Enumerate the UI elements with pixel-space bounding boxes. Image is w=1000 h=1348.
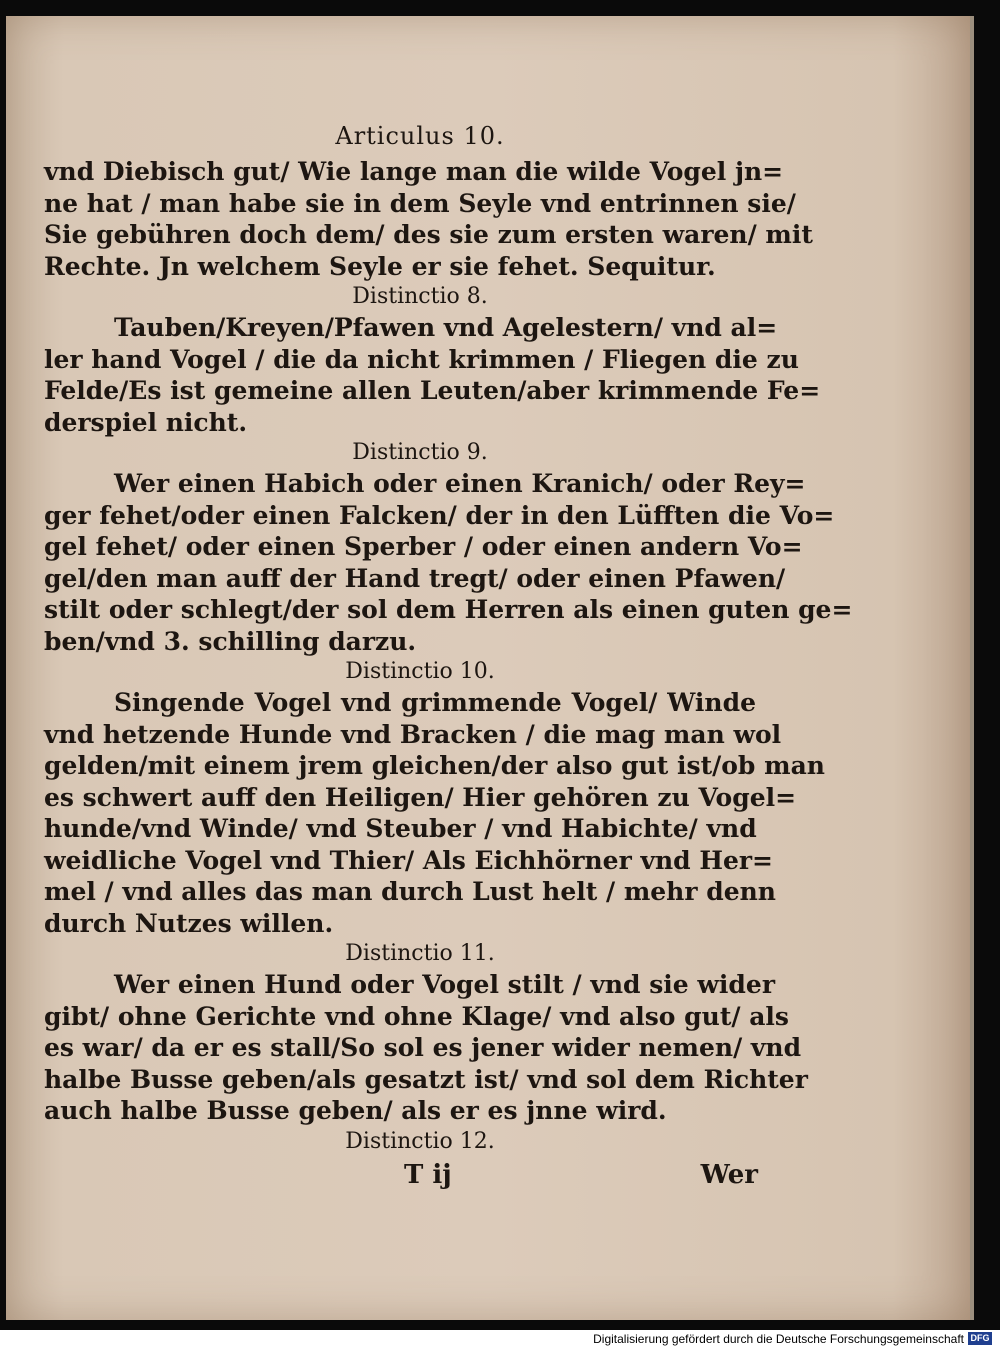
text-line: stilt oder schlegt/der sol dem Herren als einen guten ge= xyxy=(44,595,853,624)
text-line: gel/den man auff der Hand tregt/ oder einen Pfawen/ xyxy=(44,563,786,593)
text-line: Sie gebühren doch dem/ des sie zum ersten waren/ mit xyxy=(44,220,813,249)
text-line: hunde/vnd Winde/ vnd Steuber / vnd Habichte/ vnd xyxy=(44,814,757,843)
text-line: derspiel nicht. xyxy=(44,407,248,437)
funding-credit: Digitalisierung gefördert durch die Deutsche Forschungsgemeinschaft xyxy=(593,1332,964,1346)
text-line: gel fehet/ oder einen Sperber / oder einen andern Vo= xyxy=(44,532,803,561)
text-line: mel / vnd alles das man durch Lust helt / mehr denn xyxy=(44,877,776,906)
text-line: Tauben/Kreyen/Pfawen vnd Agelestern/ vnd al= xyxy=(114,313,778,342)
text-line: ger fehet/oder einen Falcken/ der in den Lüfften die Vo= xyxy=(44,500,835,530)
page-footer xyxy=(44,1157,756,1193)
section-heading: Distinctio 11. xyxy=(345,941,495,966)
text-line: durch Nutzes willen. xyxy=(44,908,334,938)
section-heading: Distinctio 10. xyxy=(345,659,495,684)
text-line: ben/vnd 3. schilling darzu. xyxy=(44,626,417,656)
dfg-logo: DFG xyxy=(968,1332,992,1345)
running-head: Articulus 10. xyxy=(335,122,505,150)
text-line: halbe Busse geben/als gesatzt ist/ vnd sol dem Richter xyxy=(44,1064,808,1094)
document-page xyxy=(6,16,970,1320)
text-line: es schwert auff den Heiligen/ Hier gehören zu Vogel= xyxy=(44,782,797,812)
text-line: Wer einen Habich oder einen Kranich/ oder Rey= xyxy=(114,469,806,498)
page-edge xyxy=(970,16,974,1320)
text-line: ler hand Vogel / die da nicht krimmen / Fliegen die zu xyxy=(44,344,799,374)
text-line: Felde/Es ist gemeine allen Leuten/aber krimmende Fe= xyxy=(44,376,821,405)
text-line: vnd Diebisch gut/ Wie lange man die wilde Vogel jn= xyxy=(44,157,784,186)
text-line: vnd hetzende Hunde vnd Bracken / die mag man wol xyxy=(44,719,782,749)
text-line: gibt/ ohne Gerichte vnd ohne Klage/ vnd also gut/ als xyxy=(44,1001,789,1031)
text-line: gelden/mit einem jrem gleichen/der also gut ist/ob man xyxy=(44,751,825,780)
section-heading: Distinctio 9. xyxy=(352,440,488,465)
text-line: Rechte. Jn welchem Seyle er sie fehet. Sequitur. xyxy=(44,251,716,281)
signature-mark: T ij xyxy=(404,1159,452,1190)
text-line: Singende Vogel vnd grimmende Vogel/ Winde xyxy=(114,688,756,717)
catchword: Wer xyxy=(700,1159,758,1190)
section-heading: Distinctio 8. xyxy=(352,284,488,309)
text-line: weidliche Vogel vnd Thier/ Als Eichhörner vnd Her= xyxy=(44,845,773,875)
text-block xyxy=(44,116,853,1193)
text-line: es war/ da er es stall/So sol es jener wider nemen/ vnd xyxy=(44,1033,802,1062)
text-line: Wer einen Hund oder Vogel stilt / vnd sie wider xyxy=(114,970,775,999)
section-heading: Distinctio 12. xyxy=(345,1128,495,1154)
text-line: auch halbe Busse geben/ als er es jnne wird. xyxy=(44,1096,667,1125)
text-line: ne hat / man habe sie in dem Seyle vnd entrinnen sie/ xyxy=(44,188,796,218)
